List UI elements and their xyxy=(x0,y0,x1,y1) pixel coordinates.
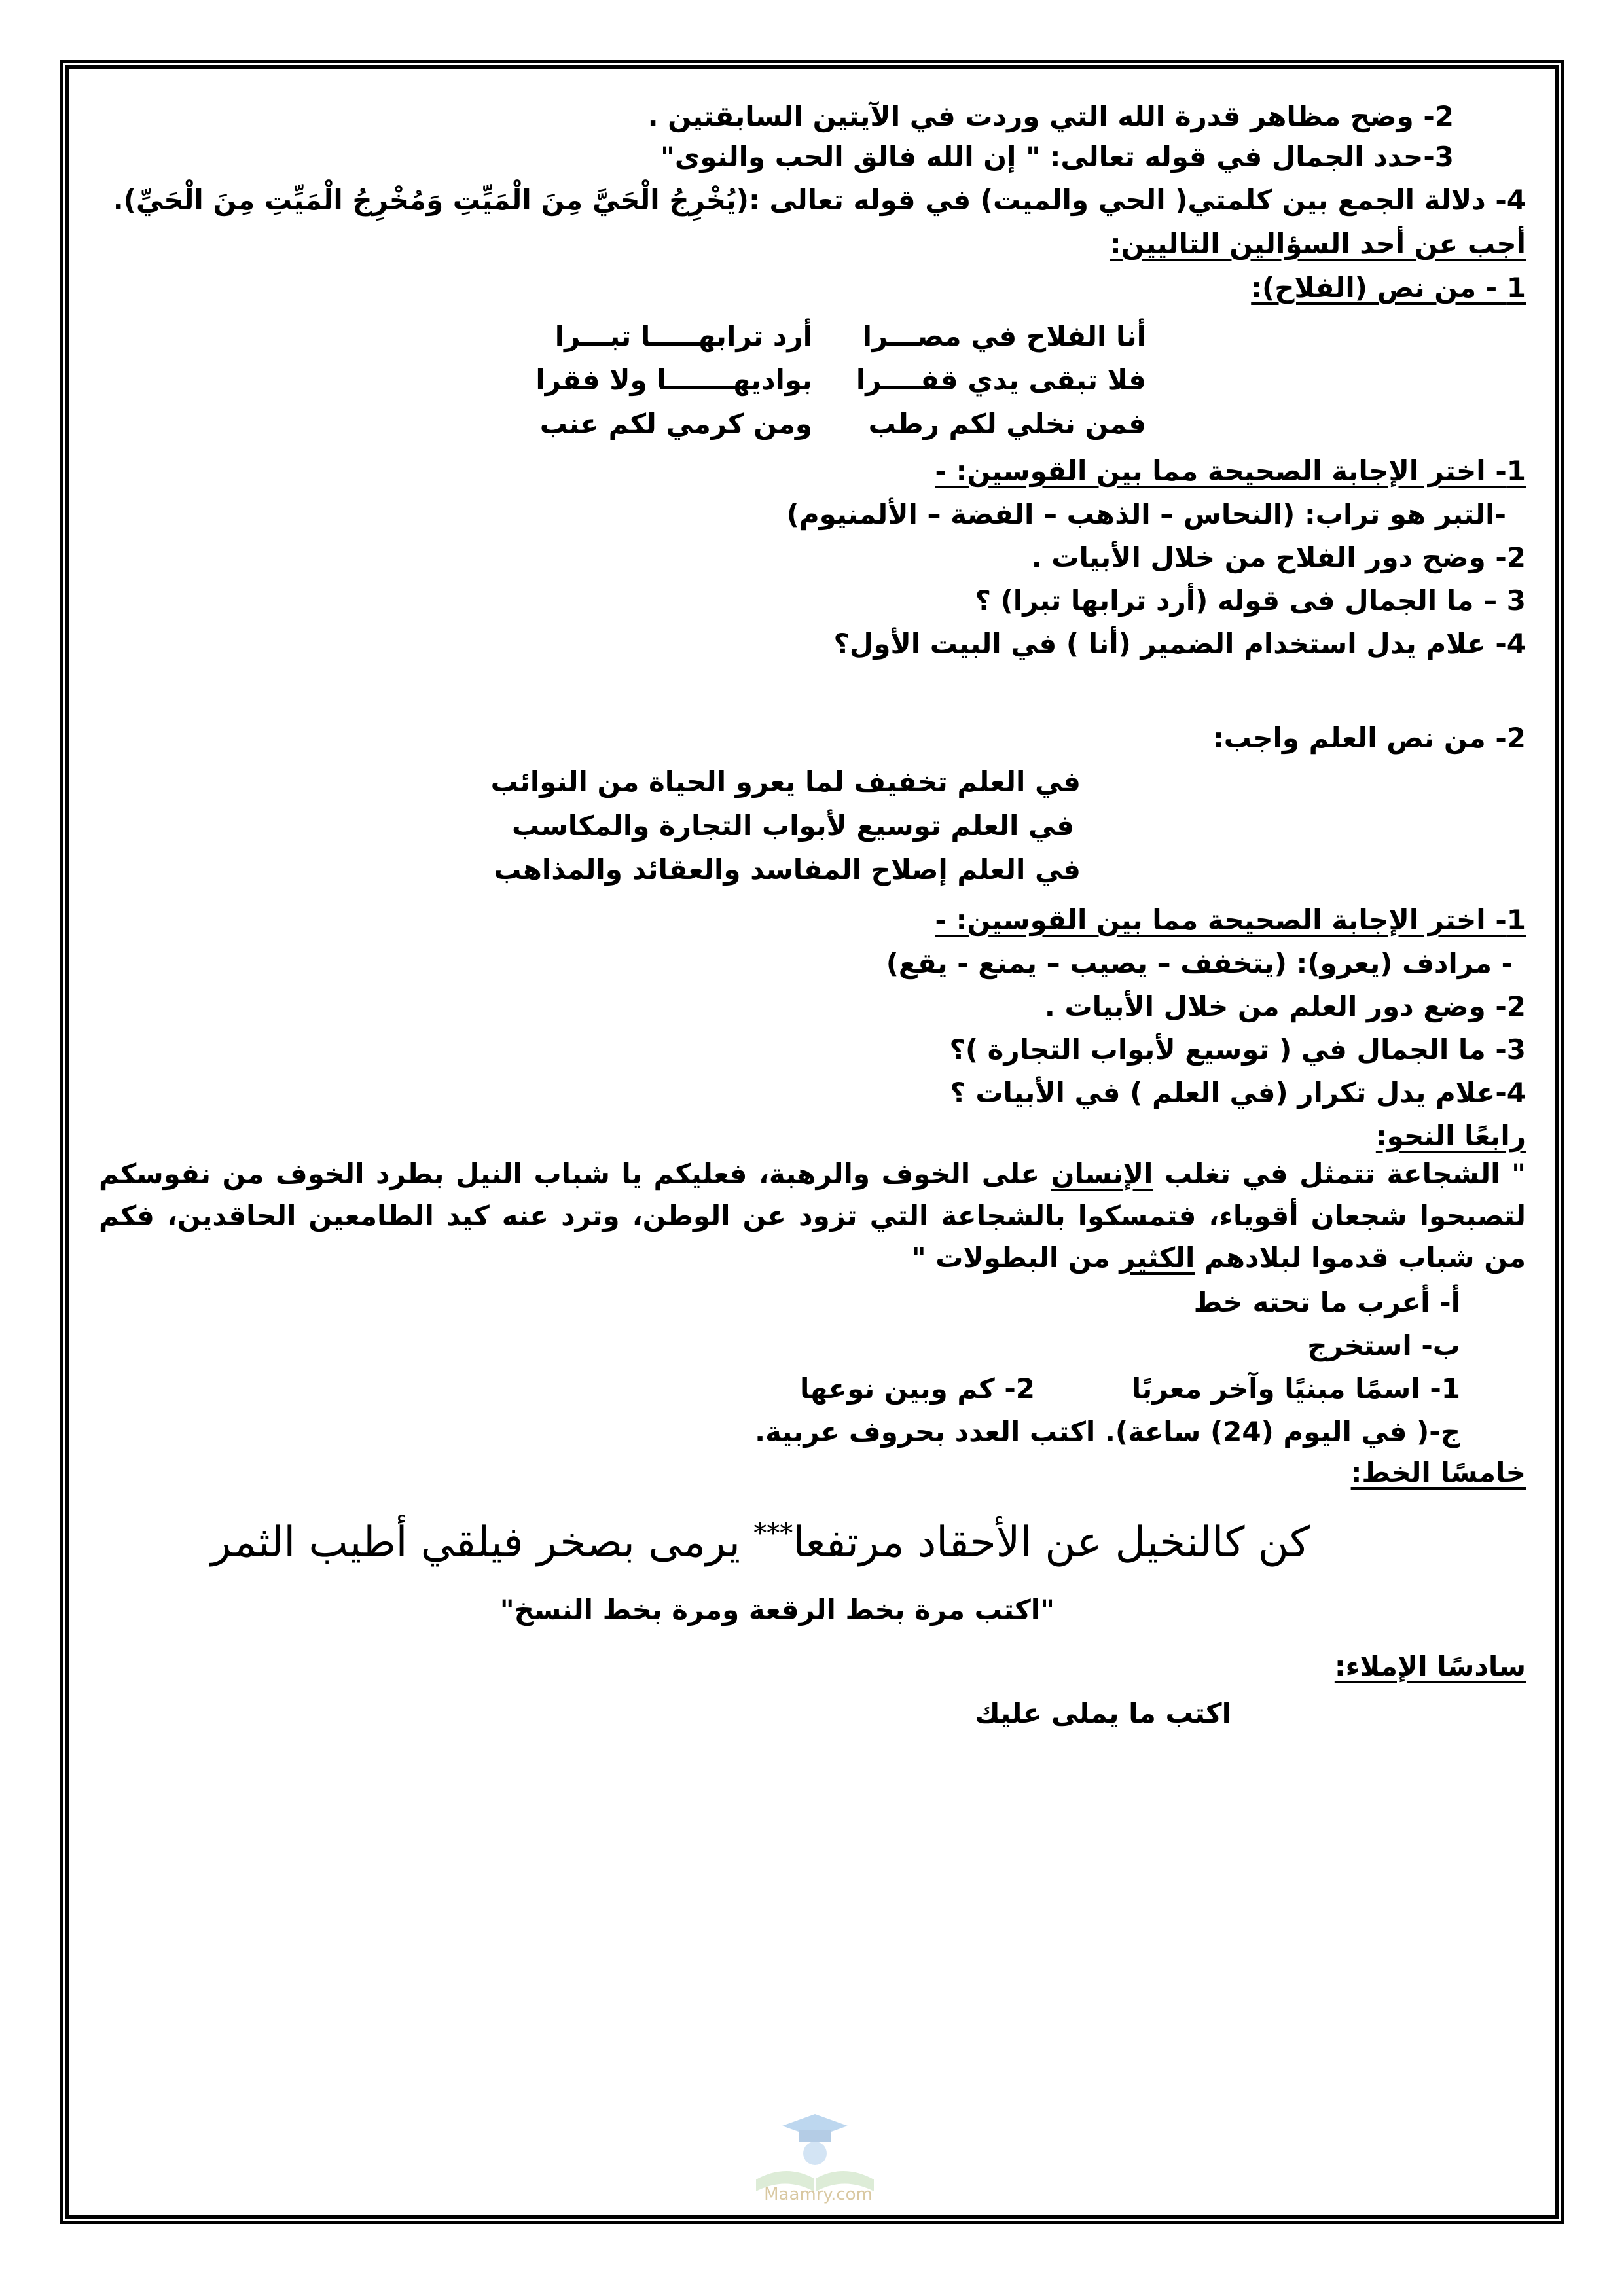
science-verse-1: في العلم تخفيف لما يعرو الحياة من النوائب xyxy=(490,766,1081,798)
handwriting-instruction: "اكتب مرة بخط الرقعة ومرة بخط النسخ" xyxy=(499,1594,1055,1626)
verse-1-second: أرد ترابهـــــا تبـــرا xyxy=(554,320,812,352)
section2-heading: 2- من نص العلم واجب: xyxy=(1212,722,1526,754)
question-3: 3-حدد الجمال في قوله تعالى: " إن الله فالق الحب والنوى" xyxy=(660,141,1454,173)
grammar-heading: رابعًا النحو: xyxy=(1375,1120,1526,1152)
section2-q3: 3- ما الجمال في ( توسيع لأبواب التجارة )؟ xyxy=(949,1033,1526,1066)
grammar-a: أ- أعرب ما تحته خط xyxy=(1193,1286,1460,1318)
calligraphy-first-half: كن كالنخيل عن الأحقاد مرتفعا xyxy=(793,1518,1310,1567)
verse-2-first: فلا تبقى يدي قفــــرا xyxy=(856,364,1146,396)
section1-choose: 1- اختر الإجابة الصحيحة مما بين القوسين: - xyxy=(935,455,1526,487)
separator-stars: *** xyxy=(753,1518,793,1549)
verse-2-second: بواديهـــــــا ولا فقرا xyxy=(535,364,812,396)
section1-q4: 4- علام يدل استخدام الضمير (أنا ) في البيت الأول؟ xyxy=(833,628,1526,660)
verse-3-first: فمن نخلي لكم رطب xyxy=(868,408,1146,440)
section2-choose: 1- اختر الإجابة الصحيحة مما بين القوسين: - xyxy=(935,904,1526,936)
watermark-text: Maamry.com xyxy=(764,2185,873,2204)
calligraphy-second-half: يرمى بصخر فيلقي أطيب الثمر xyxy=(211,1518,754,1567)
calligraphy-verse xyxy=(211,1518,1310,1567)
question-2: 2- وضح مظاهر قدرة الله التي وردت في الآيتين السابقتين . xyxy=(647,100,1454,132)
paragraph-part-b: على الخوف والرهبة، فعليكم يا شباب النيل بطرد الخوف من نفوسكم لتصبحوا شجعان أقوياء، فتمسكوا بالشجاعة التي تزود عن الوطن، وترد عنه كيد الطامعين الحاقدين، فكم من شباب قدموا لبلادهم xyxy=(99,1158,1526,1274)
grammar-c: ج-( في اليوم (24) ساعة). اكتب العدد بحروف عربية. xyxy=(755,1416,1460,1448)
section2-q1: - مرادف (يعرو): (يتخفف – يصيب – يمنع - يقع) xyxy=(886,947,1513,979)
underlined-word-kathir: الكثير xyxy=(1119,1242,1195,1274)
grammar-paragraph xyxy=(99,1153,1526,1279)
section2-q2: 2- وضع دور العلم من خلال الأبيات . xyxy=(1044,990,1526,1022)
dictation-instruction: اكتب ما يملى عليك xyxy=(975,1697,1231,1729)
handwriting-heading: خامسًا الخط: xyxy=(1350,1456,1526,1488)
verse-3-second: ومن كرمي لكم عنب xyxy=(539,408,812,440)
grammar-b: ب- استخرج xyxy=(1307,1329,1460,1361)
paragraph-part-a: " الشجاعة تتمثل في تغلب xyxy=(1153,1158,1526,1190)
underlined-word-insan: الإنسان xyxy=(1051,1158,1153,1190)
answer-one-instruction: أجب عن أحد السؤالين التاليين: xyxy=(1110,228,1526,260)
grammar-b2: 2- كم وبين نوعها xyxy=(800,1372,1035,1405)
question-4: 4- دلالة الجمع بين كلمتي( الحي والميت) في قوله تعالى :(يُخْرِجُ الْحَيَّ مِنَ الْمَيِّتِ وَمُخْرِجُ الْمَيِّتِ مِنَ الْحَيِّ). xyxy=(113,184,1526,216)
section1-heading: 1 - من نص (الفلاح): xyxy=(1251,272,1526,304)
section1-q3: 3 – ما الجمال فى قوله (أرد ترابها تبرا) ؟ xyxy=(975,584,1526,617)
dictation-heading: سادسًا الإملاء: xyxy=(1334,1650,1526,1682)
grammar-b1: 1- اسمًا مبنيًا وآخر معربًا xyxy=(1131,1372,1460,1405)
section2-q4: 4-علام يدل تكرار (في العلم ) في الأبيات ؟ xyxy=(950,1077,1526,1109)
verse-1-first: أنا الفلاح في مصـــرا xyxy=(862,320,1146,352)
paragraph-part-c: من البطولات " xyxy=(911,1242,1120,1274)
section1-q1: -التبر هو تراب: (النحاس – الذهب – الفضة – الألمنيوم) xyxy=(786,498,1506,530)
section1-q2: 2- وضح دور الفلاح من خلال الأبيات . xyxy=(1031,541,1526,573)
science-verse-3: في العلم إصلاح المفاسد والعقائد والمذاهب xyxy=(494,853,1081,886)
science-verse-2: في العلم توسيع لأبواب التجارة والمكاسب xyxy=(512,810,1074,842)
